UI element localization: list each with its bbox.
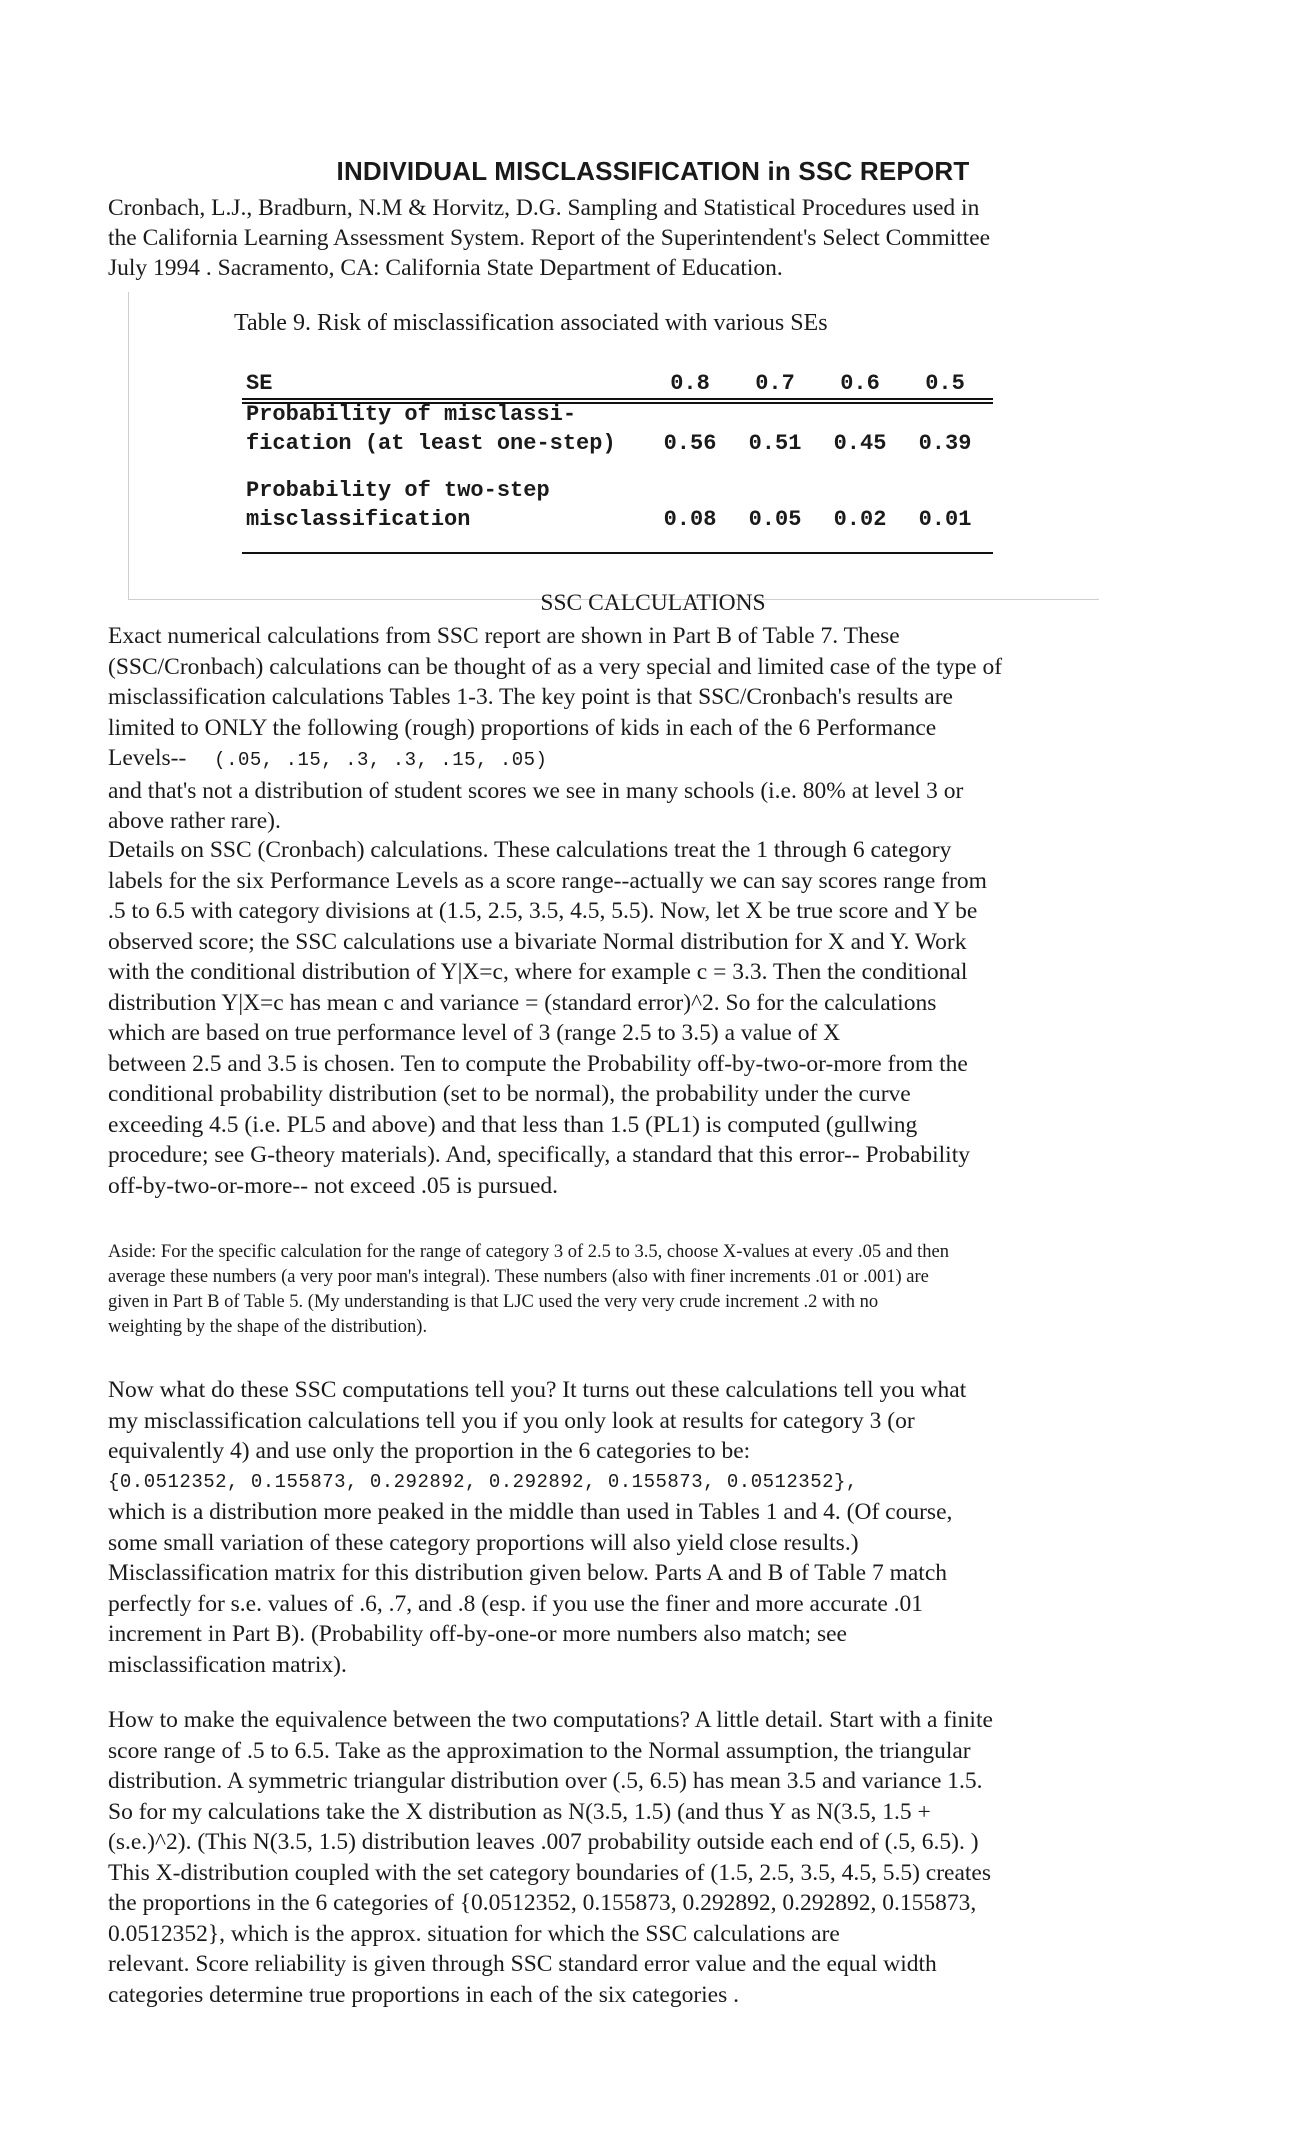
text-line: and that's not a distribution of student scores we see in many schools (i.e. 80% at level 3 or xyxy=(108,777,964,804)
text-line xyxy=(108,743,1258,776)
text-line: misclassification matrix). xyxy=(108,1651,347,1678)
section-heading: SSC CALCULATIONS xyxy=(540,590,766,616)
text-line: above rather rare). xyxy=(108,808,281,834)
table-header-cell: 0.7 xyxy=(755,371,795,396)
table-cell: 0.01 xyxy=(918,507,972,532)
table-row-label: Probability of two-step xyxy=(246,478,550,503)
table-header-cell: 0.5 xyxy=(925,371,965,396)
paragraph-ssc-meaning xyxy=(108,1375,1258,1680)
table-caption: Table 9. Risk of misclassification associated with various SEs xyxy=(234,310,828,336)
text-line: (s.e.)^2). (This N(3.5, 1.5) distribution leaves .007 probability outside each end of (.5, 6.5). ) xyxy=(108,1829,979,1855)
table-header-label: SE xyxy=(246,371,273,396)
text-line: So for my calculations take the X distribution as N(3.5, 1.5) (and thus Y as N(3.5, 1.5 + xyxy=(108,1798,931,1825)
text-line: .5 to 6.5 with category divisions at (1.5, 2.5, 3.5, 4.5, 5.5). Now, let X be true score and Y be xyxy=(108,898,978,924)
text-line: exceeding 4.5 (i.e. PL5 and above) and that less than 1.5 (PL1) is computed (gullwing xyxy=(108,1111,918,1138)
text-line: given in Part B of Table 5. (My understanding is that LJC used the very very crude increment .2 with no xyxy=(108,1292,879,1312)
text-line: 0.0512352}, which is the approx. situation for which the SSC calculations are xyxy=(108,1920,840,1947)
text-line: misclassification calculations Tables 1-3. The key point is that SSC/Cronbach's results are xyxy=(108,684,953,710)
table-row-label: fication (at least one-step) xyxy=(246,431,616,456)
text-line: Aside: For the specific calculation for the range of category 3 of 2.5 to 3.5, choose X-values at every .05 and then xyxy=(108,1242,949,1262)
table-header-cell: 0.6 xyxy=(840,371,880,396)
text-line: distribution. A symmetric triangular distribution over (.5, 6.5) has mean 3.5 and variance 1.5. xyxy=(108,1768,983,1794)
table-cell: 0.02 xyxy=(833,507,887,532)
text-line: relevant. Score reliability is given through SSC standard error value and the equal width xyxy=(108,1951,937,1977)
text-line: How to make the equivalence between the two computations? A little detail. Start with a finite xyxy=(108,1707,993,1733)
text-line: Exact numerical calculations from SSC report are shown in Part B of Table 7. These xyxy=(108,623,900,649)
text-line: score range of .5 to 6.5. Take as the approximation to the Normal assumption, the triangular xyxy=(108,1737,971,1764)
table-top-rule xyxy=(242,398,993,400)
text-line: procedure; see G-theory materials). And, specifically, a standard that this error-- Probability xyxy=(108,1142,970,1168)
citation xyxy=(108,193,1258,283)
aside-note xyxy=(108,1240,1218,1340)
paragraph-ssc-intro xyxy=(108,621,1258,837)
text-line: distribution Y|X=c has mean c and variance = (standard error)^2. So for the calculations xyxy=(108,989,937,1016)
table-bottom-rule xyxy=(242,552,993,554)
text-line: equivalently 4) and use only the proportion in the 6 categories to be: xyxy=(108,1438,751,1464)
table-cell: 0.39 xyxy=(918,431,972,456)
citation-line: Cronbach, L.J., Bradburn, N.M & Horvitz, D.G. Sampling and Statistical Procedures used in xyxy=(108,195,980,221)
levels-proportions: (.05, .15, .3, .3, .15, .05) xyxy=(214,749,548,771)
text-line: This X-distribution coupled with the set category boundaries of (1.5, 2.5, 3.5, 4.5, 5.5) creates xyxy=(108,1859,992,1886)
paragraph-ssc-details xyxy=(108,835,1258,1201)
text-line: Misclassification matrix for this distribution given below. Parts A and B of Table 7 match xyxy=(108,1560,948,1586)
text-line: Details on SSC (Cronbach) calculations. These calculations treat the 1 through 6 category xyxy=(108,837,952,863)
text-line: Now what do these SSC computations tell you? It turns out these calculations tell you what xyxy=(108,1377,967,1403)
text-line: categories determine true proportions in each of the six categories . xyxy=(108,1981,740,2008)
table-header-cell: 0.8 xyxy=(670,371,710,396)
proportion-vector: {0.0512352, 0.155873, 0.292892, 0.292892, 0.155873, 0.0512352}, xyxy=(108,1470,858,1493)
text-line: weighting by the shape of the distribution). xyxy=(108,1317,428,1337)
citation-line: the California Learning Assessment System. Report of the Superintendent's Select Committee xyxy=(108,225,991,251)
table-row-label: Probability of misclassi- xyxy=(246,402,577,427)
text-line: observed score; the SSC calculations use a bivariate Normal distribution for X and Y. Work xyxy=(108,928,967,955)
text-line: (SSC/Cronbach) calculations can be thought of as a very special and limited case of the type of xyxy=(108,653,1003,680)
text-line: perfectly for s.e. values of .6, .7, and .8 (esp. if you use the finer and more accurate .01 xyxy=(108,1590,924,1617)
text-line: labels for the six Performance Levels as a score range--actually we can say scores range from xyxy=(108,867,987,894)
paragraph-equivalence xyxy=(108,1705,1258,2010)
text-line: off-by-two-or-more-- not exceed .05 is pursued. xyxy=(108,1172,559,1199)
table-cell: 0.56 xyxy=(663,431,717,456)
text-line: limited to ONLY the following (rough) proportions of kids in each of the 6 Performance xyxy=(108,714,937,741)
table-cell: 0.05 xyxy=(748,507,802,532)
text-line: between 2.5 and 3.5 is chosen. Ten to compute the Probability off-by-two-or-more from the xyxy=(108,1050,968,1077)
table-cell: 0.45 xyxy=(833,431,887,456)
table-cell: 0.08 xyxy=(663,507,717,532)
citation-line: July 1994 . Sacramento, CA: California State Department of Education. xyxy=(108,255,783,281)
text-line: my misclassification calculations tell you if you only look at results for category 3 (or xyxy=(108,1407,915,1434)
text-line: the proportions in the 6 categories of {0.0512352, 0.155873, 0.292892, 0.292892, 0.155873, xyxy=(108,1890,977,1916)
text-line: conditional probability distribution (set to be normal), the probability under the curve xyxy=(108,1081,911,1107)
text-line: which is a distribution more peaked in the middle than used in Tables 1 and 4. (Of course, xyxy=(108,1499,953,1525)
text-line: some small variation of these category proportions will also yield close results.) xyxy=(108,1529,859,1556)
text-line: average these numbers (a very poor man's integral). These numbers (also with finer increments .01 or .001) are xyxy=(108,1267,929,1287)
table-cell: 0.51 xyxy=(748,431,802,456)
text-line: increment in Part B). (Probability off-by-one-or more numbers also match; see xyxy=(108,1621,847,1647)
levels-prefix: Levels-- xyxy=(108,745,187,771)
text-line: with the conditional distribution of Y|X=c, where for example c = 3.3. Then the conditional xyxy=(108,959,968,985)
page-title: INDIVIDUAL MISCLASSIFICATION in SSC REPORT xyxy=(336,156,970,186)
text-line: which are based on true performance level of 3 (range 2.5 to 3.5) a value of X xyxy=(108,1020,841,1046)
table-row-label: misclassification xyxy=(246,507,471,532)
